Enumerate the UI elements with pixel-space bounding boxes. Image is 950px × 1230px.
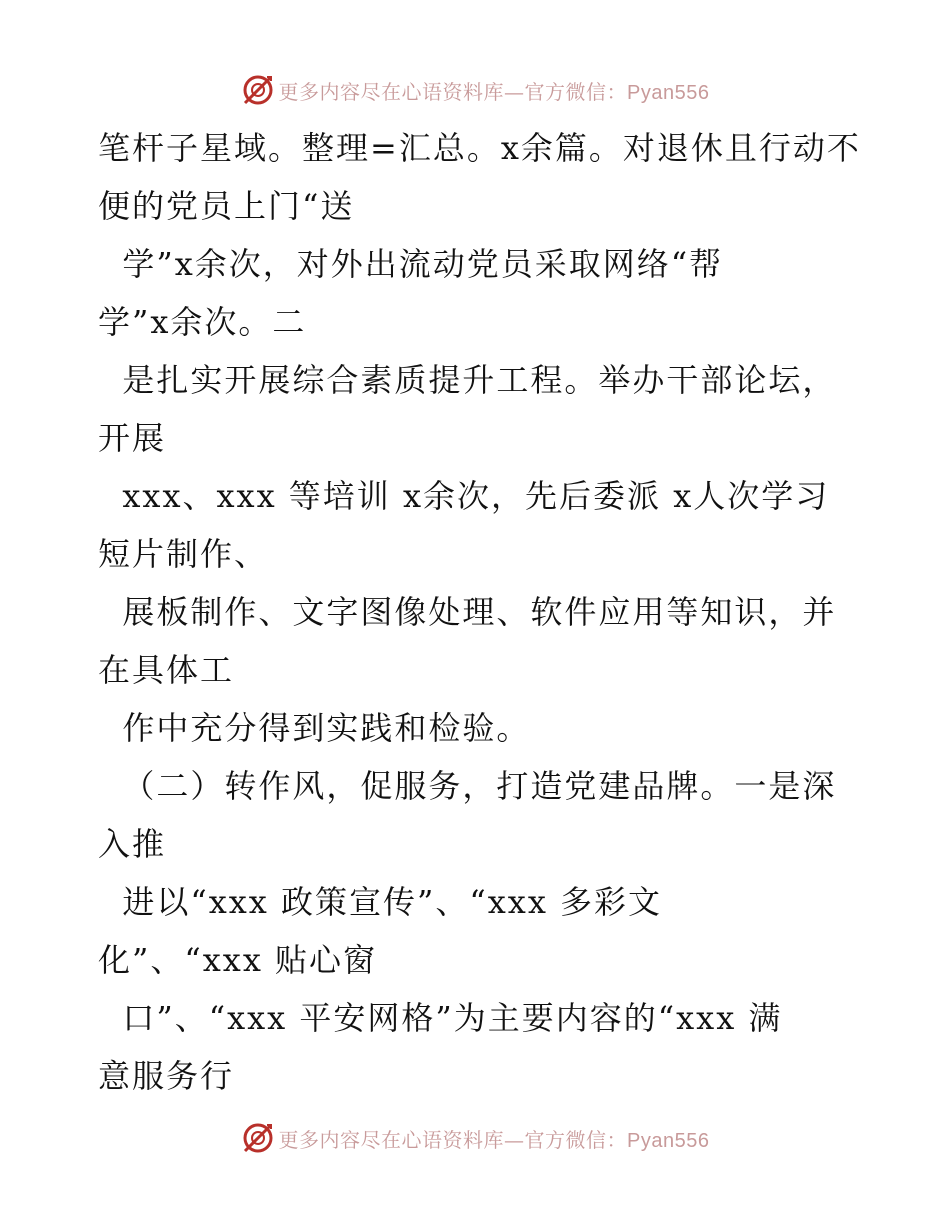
header-banner-account: Pyan556 — [627, 81, 710, 104]
text-line: 笔杆子星域。整理=汇总。x余篇。对退休且行动不 — [98, 129, 861, 167]
text-line: 学”x余次，对外出流动党员采取网络“帮 — [98, 245, 724, 283]
text-line: 化”、“xxx 贴心窗 — [98, 941, 378, 979]
text-line: 学”x余次。二 — [98, 303, 307, 341]
text-line: 是扎实开展综合素质提升工程。举办干部论坛， — [98, 361, 837, 399]
footer-banner — [0, 1118, 950, 1158]
text-line: xxx、xxx 等培训 x余次，先后委派 x人次学习 — [98, 477, 830, 515]
text-line: 进以“xxx 政策宣传”、“xxx 多彩文 — [98, 883, 663, 921]
text-line: 意服务行 — [98, 1057, 235, 1095]
text-line: 在具体工 — [98, 651, 235, 689]
text-line: 展板制作、文字图像处理、软件应用等知识，并 — [98, 593, 837, 631]
text-line: 短片制作、 — [98, 535, 269, 573]
text-line: 便的党员上门“送 — [98, 187, 355, 225]
text-line: 作中充分得到实践和检验。 — [98, 709, 531, 747]
brand-logo-icon — [241, 1121, 275, 1155]
footer-banner-account: Pyan556 — [627, 1129, 710, 1152]
text-line: 口”、“xxx 平安网格”为主要内容的“xxx 满 — [98, 999, 783, 1037]
text-line: 入推 — [98, 825, 167, 863]
text-line: 开展 — [98, 419, 167, 457]
footer-banner-text: 更多内容尽在心语资料库—官方微信：Pyan556 — [278, 1127, 710, 1152]
header-banner-text: 更多内容尽在心语资料库—官方微信：Pyan556 — [278, 79, 710, 104]
text-line: （二）转作风，促服务，打造党建品牌。一是深 — [98, 767, 837, 805]
